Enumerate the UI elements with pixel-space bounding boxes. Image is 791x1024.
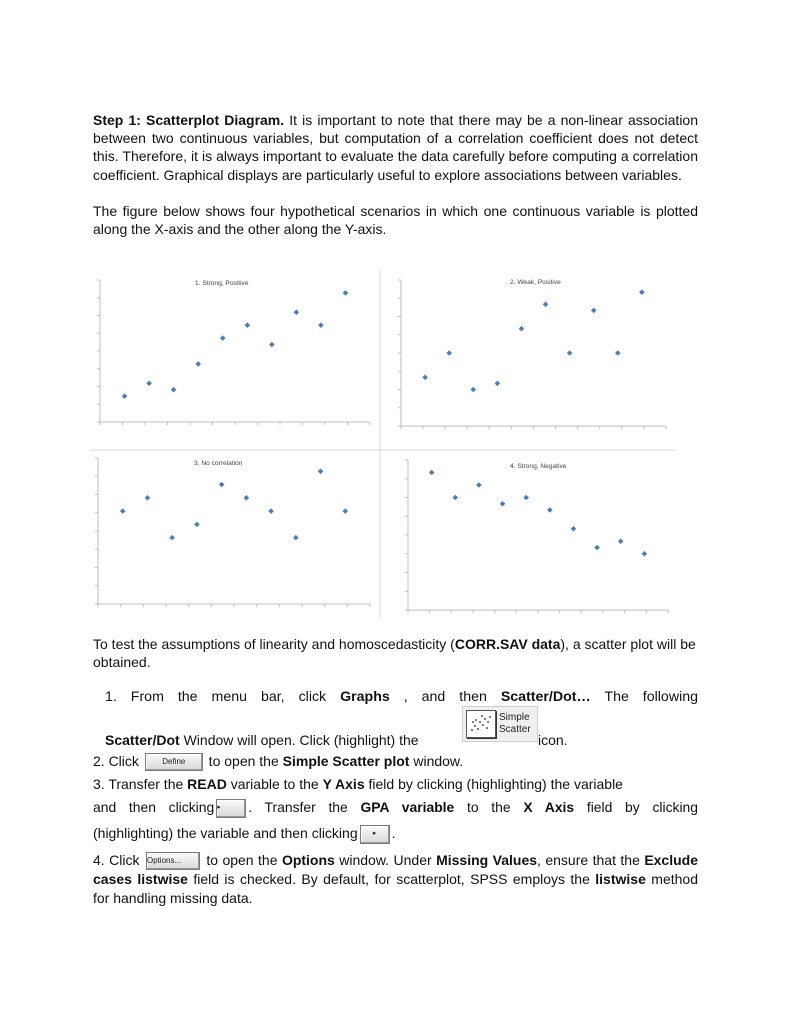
scatter-panel-2 [398,279,666,429]
data-point [268,508,274,514]
data-point [269,342,275,348]
scatter-label: Scatter [499,724,531,735]
data-point [571,526,577,532]
chart-title-3: 3. No correlation [194,460,243,467]
data-point [318,322,324,328]
assumptions-pre: To test the assumptions of linearity and homoscedasticity ( [93,636,455,652]
step1-heading: Step 1: Scatterplot Diagram. [93,112,285,128]
data-point [547,507,553,513]
step4-ensure: , ensure that the [537,852,645,868]
data-point [429,470,435,476]
simple-scatter-plot-label: Simple Scatter plot [282,753,410,769]
step1-paragraph [93,111,698,184]
assumptions-post: ), a scatter plot will be obtained. [93,636,696,671]
data-point [446,350,452,356]
instruction-step-4 [93,851,698,907]
data-point [318,468,324,474]
move-right-arrow-button-x[interactable]: ▸ [360,825,390,844]
data-point [220,335,226,341]
step3-mid: variable to the [226,776,323,792]
data-point [476,482,482,488]
data-point [422,375,428,381]
instruction-step-3-line3 [93,824,698,844]
simple-scatter-button[interactable] [462,706,538,742]
scatter-dot-menu-label: Scatter/Dot… [500,689,591,705]
read-variable-label: READ [187,776,227,792]
step2-tail: window. [409,753,464,769]
instruction-step-2 [93,752,713,771]
assumptions-paragraph [93,635,698,671]
data-point [543,302,549,308]
chart-title-4: 4. Strong, Negative [510,463,567,470]
step1-text: It is important to note that there may be a non-linear association between two continuous variables, but computation of a correlation coefficient does not detect this. Therefore, it is always important to evaluate the data carefully before computing a correlation coefficient. Graphical displays are particularly useful to explore associations between variables. [93,112,698,183]
gpa-variable-label: GPA variable [360,799,455,815]
chart-title-1: 1. Strong, Positive [195,280,249,287]
scatter-panel-1 [97,280,370,425]
data-point [591,308,597,314]
data-point [122,393,128,399]
instruction-step-1 [105,688,698,706]
step3-by-clicking: field by clicking [574,799,698,815]
step4-mid: to open the [201,852,282,868]
step3-then-clicking: and then clicking [93,799,215,815]
step4-lead: 4. Click [93,852,144,868]
step4-default: field is checked. By default, for scatterplot, SPSS employs the [187,871,596,888]
graphs-menu-label: Graphs [340,689,390,705]
step4-tail: method for handling missing data. [93,871,698,906]
data-point [120,508,126,514]
step1-lead: 1. From the menu bar, click [105,689,341,705]
step4-under: window. Under [334,852,437,868]
data-point [470,387,476,393]
simple-scatter-label [499,712,531,736]
data-point [500,501,506,507]
data-point [342,508,348,514]
scatter-panel-3 [95,458,370,607]
data-point [519,326,525,332]
step3-to-the: to the [454,799,524,815]
y-axis-label: Y Axis [322,776,365,792]
figure-intro: The figure below shows four hypothetical scenarios in which one continuous variable is plotted along the X-axis and the other along the Y-axis. [93,203,698,238]
data-point [615,350,621,356]
data-point [343,290,349,296]
scatterplot-figure [90,270,676,618]
listwise-label: listwise [595,871,646,888]
data-point [146,380,152,386]
data-point [642,551,648,557]
data-point [244,322,250,328]
step1-icon-suffix: icon. [538,732,568,748]
data-point [145,495,151,501]
data-point [293,535,299,541]
data-point [195,361,201,367]
chart-title-2: 2. Weak, Positive [510,279,561,286]
define-button[interactable]: Define [145,753,203,771]
corr-sav-label: CORR.SAV data [454,636,561,652]
data-point [294,309,300,315]
step3-highlighting: (highlighting) the variable and then clicking [93,825,358,841]
instruction-step-3-line2 [93,798,698,818]
step1-mid: , and then [389,689,501,705]
data-point [244,495,250,501]
options-button[interactable]: Options... [146,852,200,870]
step3-transfer: . Transfer the [248,799,361,815]
options-window-label: Options [281,852,335,868]
scatter-icon [466,710,496,738]
data-point [567,350,573,356]
step1-tail: The following [590,689,699,705]
data-point [171,387,177,393]
step2-mid: to open the [204,753,283,769]
data-point [594,545,600,551]
data-point [219,482,225,488]
simple-label: Simple [499,712,530,723]
missing-values-label: Missing Values [436,852,538,868]
instruction-step-3-line1 [93,775,698,793]
data-point [452,495,458,501]
step1-cont-text: Window will open. Click (highlight) the [179,732,419,748]
step2-lead: 2. Click [93,753,143,769]
step3-period: . [391,825,396,841]
step3-tail: field by clicking (highlighting) the variable [364,776,623,792]
exclude-cases-listwise-label: Exclude cases listwise [93,852,699,888]
move-right-arrow-button-y[interactable]: ▸ [216,799,246,818]
step3-lead: 3. Transfer the [93,776,188,792]
data-point [194,522,200,528]
data-point [523,495,529,501]
scatter-panel-4 [405,460,668,613]
data-point [618,538,624,544]
data-point [495,381,501,387]
scatter-dot-window-label: Scatter/Dot [105,732,180,748]
data-point [639,289,645,295]
instruction-step-1-cont [105,731,705,749]
data-point [169,535,175,541]
x-axis-label: X Axis [523,799,575,815]
